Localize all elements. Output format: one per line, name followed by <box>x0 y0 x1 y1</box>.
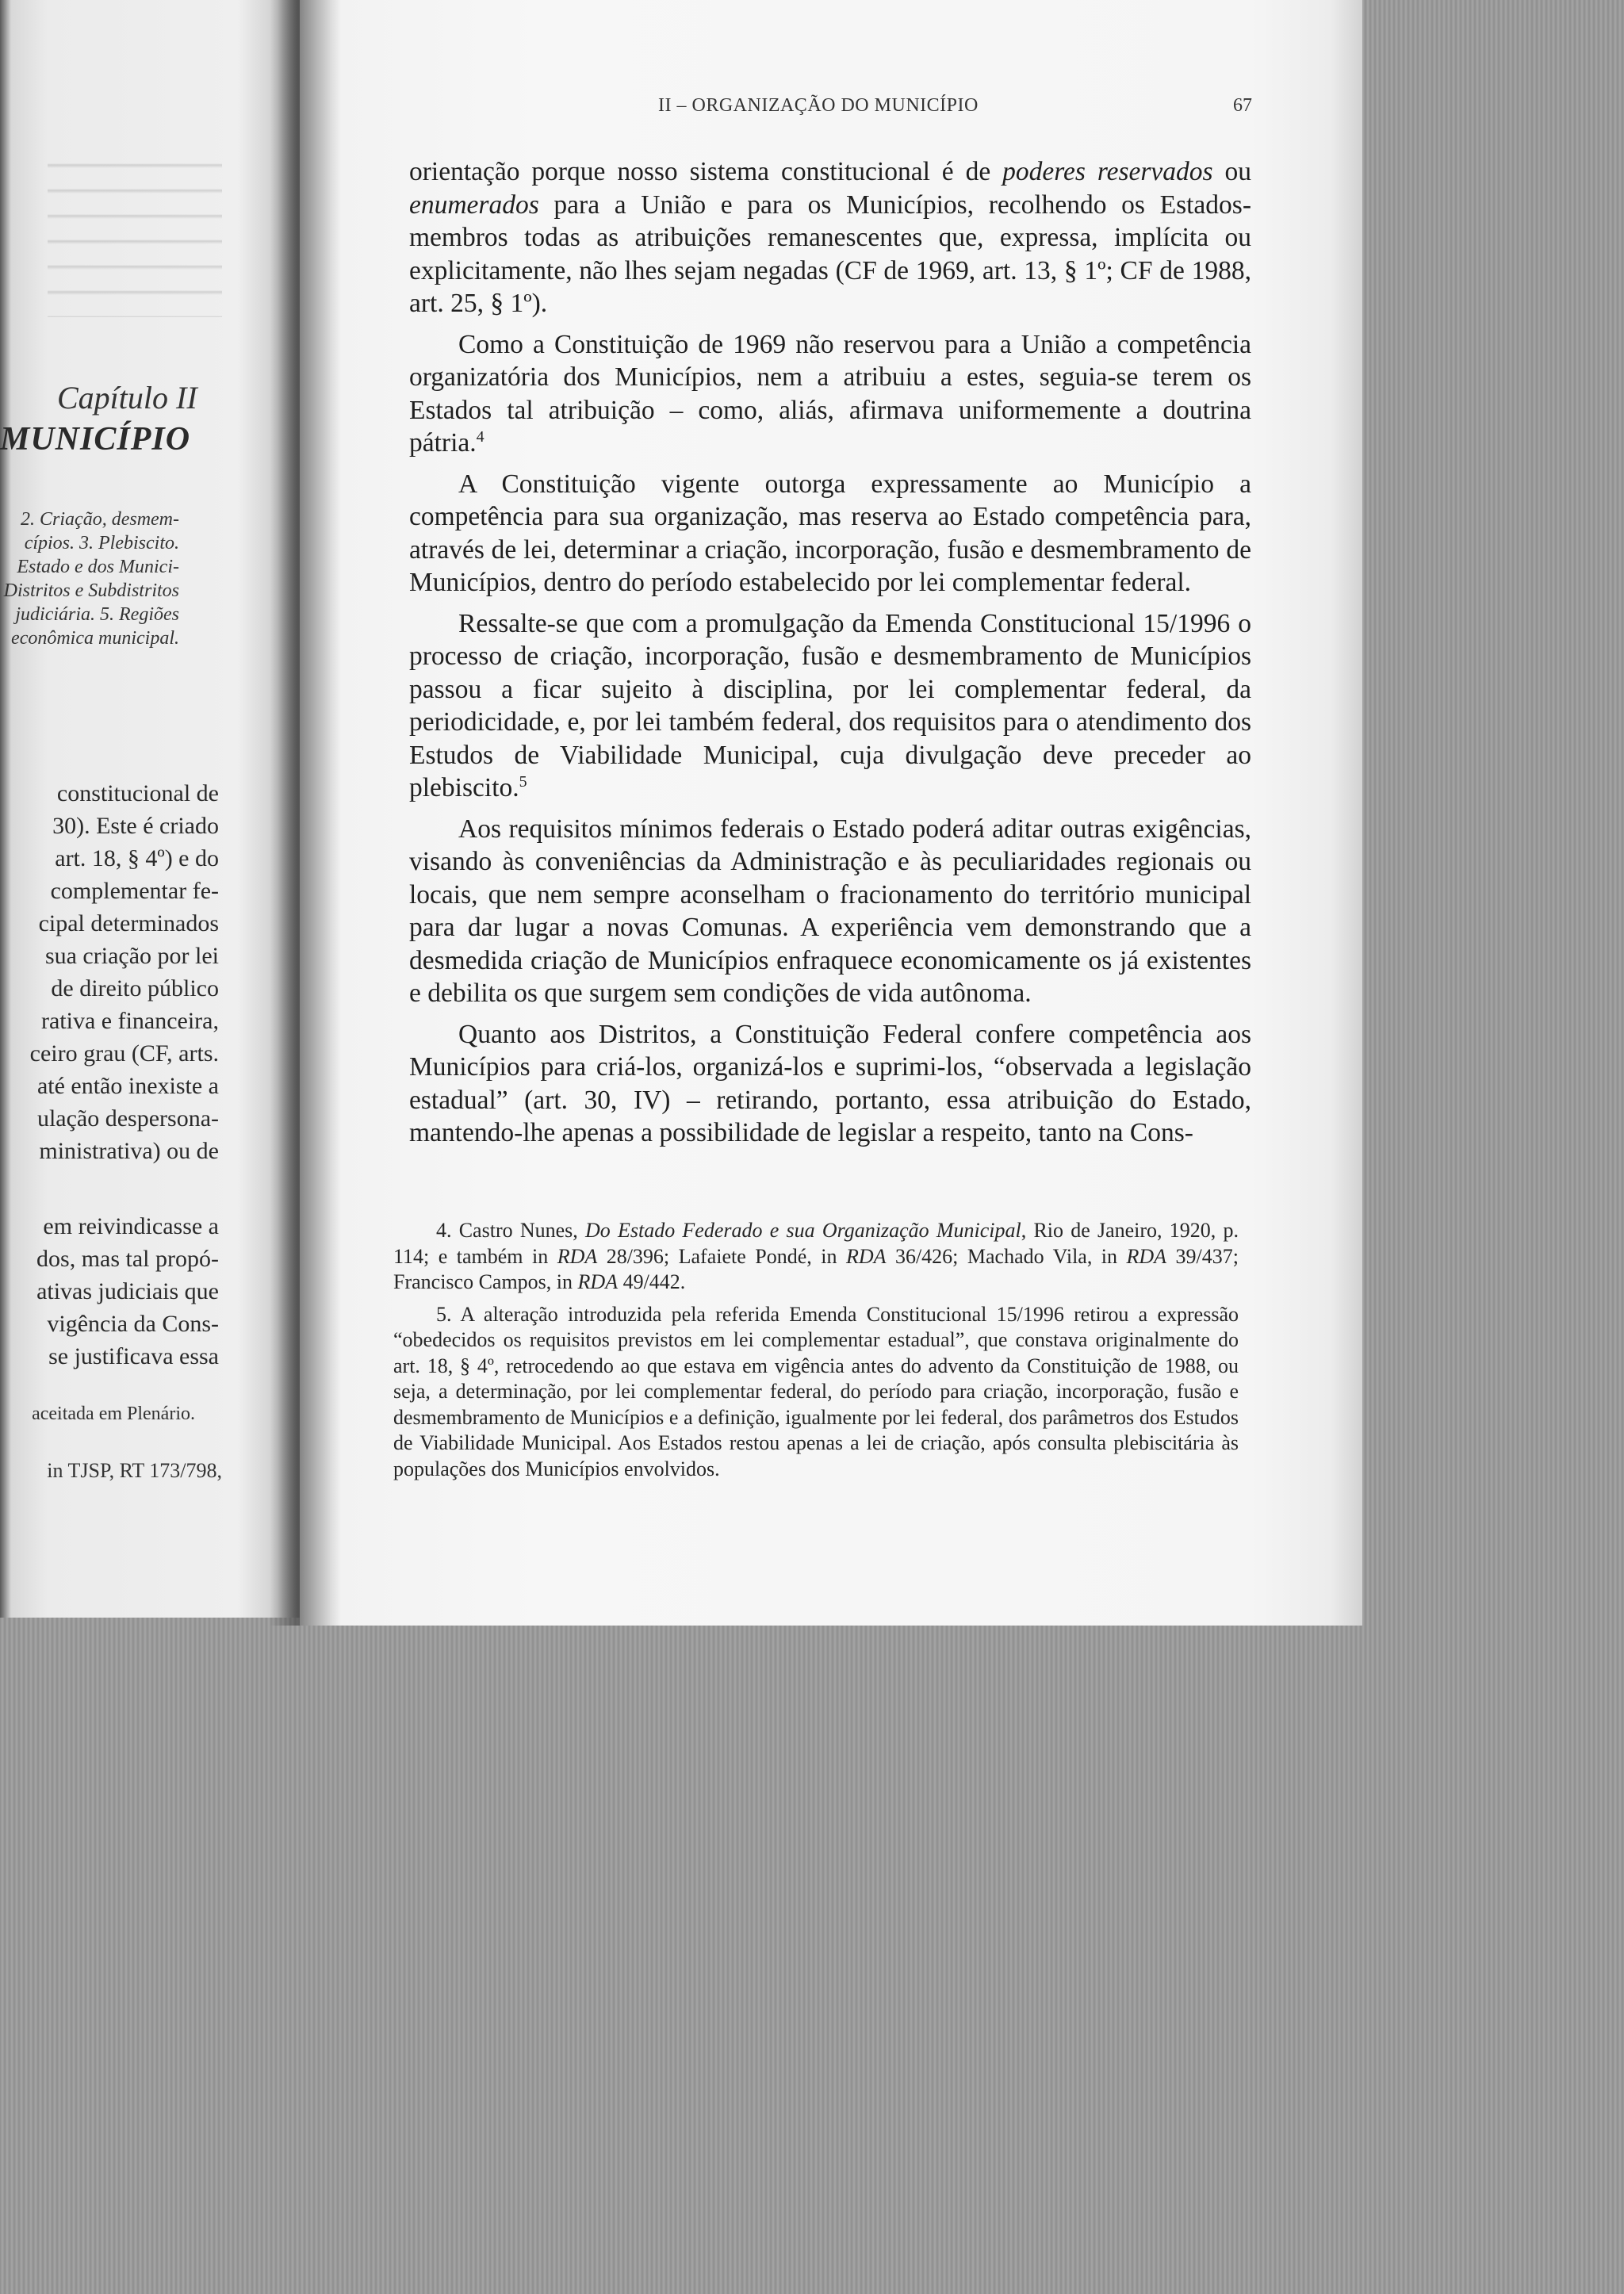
left-body-text-2 <box>5 1210 219 1373</box>
text-line: 30). Este é criado <box>52 813 219 839</box>
chapter-label: Capítulo II <box>57 380 197 416</box>
text-line: se justificava essa <box>48 1343 219 1369</box>
summary-line: Distritos e Subdistritos <box>3 580 179 601</box>
text-line: em reivindicasse a <box>43 1213 219 1239</box>
left-body-text <box>5 777 219 1167</box>
text-span: Ressalte-se que com a promulgação da Emenda Constitucional 15/1996 o processo de criação, incorporação, fusão e desmembramento de Municípios passou a ficar sujeito à disciplina, por lei complementar federal, da periodicidade, e, por lei também federal, dos requisitos para o atendimento dos Estudos de Viabilidade Municipal, cuja divulgação deve preceder ao plebiscito. <box>409 608 1251 802</box>
text-line: complementar fe- <box>50 878 219 904</box>
binding-gutter-shadow <box>270 0 341 1626</box>
left-page <box>0 0 301 1618</box>
chapter-summary <box>3 507 179 650</box>
paragraph <box>409 607 1251 805</box>
text-span: 39/437; Francisco Campos, in <box>393 1244 1239 1293</box>
summary-line: cípios. 3. Plebiscito. <box>24 533 179 553</box>
italic-term: poderes reservados <box>1002 157 1213 186</box>
italic-term: RDA <box>1126 1244 1167 1268</box>
summary-line: judiciária. 5. Regiões <box>15 604 179 625</box>
footnote-4 <box>393 1218 1239 1296</box>
text-span: para a União e para os Municípios, recolhendo os Estados-membros todas as atribuições remanescentes que, expressa, implícita ou explicitamente, não lhes sejam negadas (CF de 1969, art. 13, § 1º; CF de 1988, art. 25, § 1º). <box>409 190 1251 318</box>
text-line: ceiro grau (CF, arts. <box>29 1040 219 1067</box>
text-line: vigência da Cons- <box>47 1311 219 1337</box>
text-line: art. 18, § 4º) e do <box>55 845 219 871</box>
text-line: aceitada em Plenário. <box>32 1404 195 1424</box>
text-span: Como a Constituição de 1969 não reservou para a União a competência organizatória dos Municípios, nem a atribuiu a estes, seguia-se terem os Estados tal atribuição – como, aliás, afirmava uniformemente a doutrina pátria. <box>409 329 1251 458</box>
text-line: cipal determinados <box>38 910 219 936</box>
text-span: 4. Castro Nunes, <box>436 1219 585 1242</box>
summary-line: 2. Criação, desmem- <box>21 509 179 530</box>
text-span: orientação porque nosso sistema constitucional é de <box>409 157 1003 186</box>
italic-term: RDA <box>845 1244 887 1268</box>
text-line: rativa e financeira, <box>40 1008 219 1034</box>
text-line: ativas judiciais que <box>36 1278 219 1304</box>
text-line: constitucional de <box>56 780 219 806</box>
text-line: dos, mas tal propó- <box>36 1246 219 1272</box>
footnote-marker: 4 <box>476 427 485 446</box>
italic-term: RDA <box>557 1244 598 1268</box>
italic-term: enumerados <box>409 190 539 220</box>
summary-line: Estado e dos Munici- <box>17 557 179 577</box>
left-footnote-2 <box>5 1459 222 1483</box>
italic-term: Do Estado Federado e sua Organização Municipal <box>584 1219 1021 1242</box>
paragraph <box>409 328 1251 460</box>
text-line: até então inexiste a <box>36 1073 219 1099</box>
text-span: ou <box>1212 157 1251 186</box>
paragraph <box>409 155 1251 320</box>
text-span: 28/396; Lafaiete Pondé, in <box>597 1244 846 1268</box>
paragraph <box>409 1018 1251 1150</box>
text-span: A Constituição vigente outorga expressamente ao Município a competência para sua organização, mas reserva ao Estado competência para, através de lei, determinar a criação, incorporação, fusão e desmembramento de Municípios, dentro do período estabelecido por lei complementar federal. <box>409 469 1251 597</box>
running-head-title: II – ORGANIZAÇÃO DO MUNICÍPIO <box>658 95 979 116</box>
footnote-5: 5. A alteração introduzida pela referida Emenda Constitucional 15/1996 retirou a expressão “obedecidos os requisitos previstos em lei complementar estadual”, que constava originalmente do art. 18, § 4º, retrocedendo ao que estava em vigência antes do advento da Constituição de 1988, ou seja, a determinação, por lei complementar federal, do período para criação, incorporação, fusão e desmembramento de Municípios e a definição, igualmente por lei federal, dos parâmetros dos Estudos de Viabilidade Municipal. Aos Estados restou apenas a lei de criação, após consulta plebiscitária às populações dos Municípios envolvidos. <box>393 1302 1239 1480</box>
text-line: ulação despersona- <box>36 1105 219 1132</box>
text-span: 36/426; Machado Vila, in <box>886 1244 1127 1268</box>
text-span: 49/442. <box>618 1270 686 1293</box>
page-number: 67 <box>1233 95 1252 116</box>
paragraph <box>409 813 1251 1010</box>
chapter-title: MUNICÍPIO <box>0 421 191 458</box>
summary-line: econômica municipal. <box>11 628 179 649</box>
main-text <box>409 155 1251 1158</box>
left-footnote <box>5 1402 195 1426</box>
left-page-faded-text <box>48 143 222 317</box>
footnote-marker: 5 <box>519 772 527 791</box>
text-span: Aos requisitos mínimos federais o Estado poderá aditar outras exigências, visando às conveniências da Administração e às peculiaridades regionais ou locais, que nem sempre aconselham o fracionamento do território municipal para dar lugar a novas Comunas. A experiência vem demonstrando que a desmedida criação de Municípios enfraquece economicamente os já existentes e debilita os que surgem sem condições de vida autônoma. <box>409 814 1251 1008</box>
text-line: in TJSP, RT 173/798, <box>47 1459 222 1482</box>
paragraph <box>409 468 1251 599</box>
footnotes <box>393 1218 1239 1488</box>
text-line: ministrativa) ou de <box>39 1138 219 1164</box>
text-span: Quanto aos Distritos, a Constituição Federal confere competência aos Municípios para criá-los, organizá-los e suprimi-los, “observada a legislação estadual” (art. 30, IV) – retirando, portanto, essa atribuição do Estado, mantendo-lhe apenas a possibilidade de legislar a respeito, tanto na Cons- <box>409 1019 1251 1147</box>
text-line: de direito público <box>51 975 219 1001</box>
italic-term: RDA <box>577 1270 619 1293</box>
text-span: , Rio de Janeiro, 1920, p. 114; e também in <box>393 1219 1239 1268</box>
text-line: sua criação por lei <box>44 943 219 969</box>
